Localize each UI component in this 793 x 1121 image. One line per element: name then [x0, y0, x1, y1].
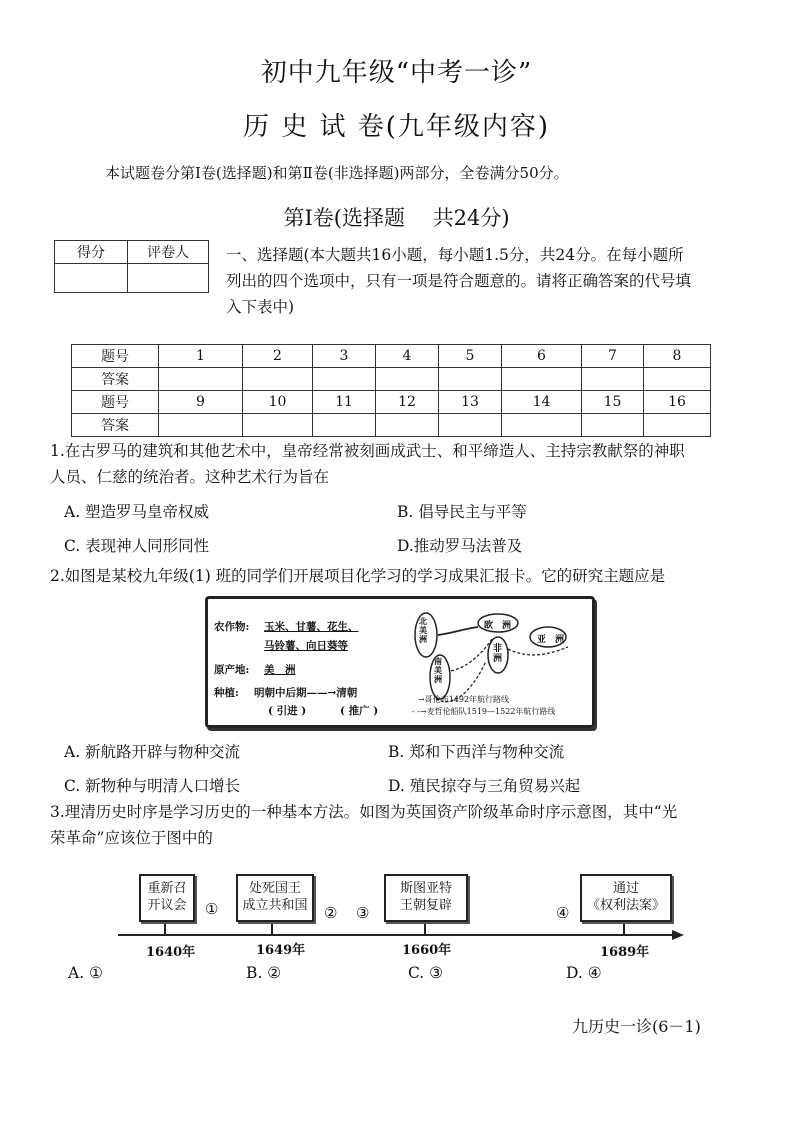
- year-label: 1640年: [146, 945, 196, 960]
- revolution-timeline: [0, 860, 793, 960]
- instructions-line: 列出的四个选项中，只有一项是符合题意的。请将正确答案的代号填: [226, 272, 692, 290]
- event-text: 重新召: [147, 881, 187, 896]
- columbus-route: [438, 627, 478, 635]
- event-text: 王朝复辟: [399, 898, 452, 913]
- q2-option-c[interactable]: C. 新物种与明清人口增长: [64, 777, 241, 795]
- instructions-line: 入下表中): [226, 298, 295, 316]
- crops-label: 农作物:: [214, 621, 250, 633]
- score-label: 得分: [55, 241, 128, 264]
- answer-cell[interactable]: [582, 368, 644, 391]
- q1-option-a[interactable]: A. 塑造罗马皇帝权威: [64, 503, 210, 521]
- event-box-1689: [580, 874, 672, 922]
- answer-cell[interactable]: [376, 414, 439, 437]
- section-instructions: [226, 242, 746, 320]
- answer-cell[interactable]: [644, 414, 711, 437]
- answer-cell[interactable]: [313, 368, 376, 391]
- map-label-europe: 欧 洲: [484, 621, 512, 631]
- study-report-card: [205, 596, 595, 728]
- year-label: 1649年: [256, 943, 306, 958]
- grader-cell[interactable]: [128, 264, 209, 293]
- question-number: 4: [376, 345, 439, 368]
- score-cell[interactable]: [55, 264, 128, 293]
- question-number: 1: [159, 345, 243, 368]
- origin-text: 美 洲: [264, 664, 296, 676]
- q1-option-c[interactable]: C. 表现神人同形同性: [64, 537, 210, 555]
- answer-cell[interactable]: [159, 368, 243, 391]
- q2-option-b[interactable]: B. 郑和下西洋与物种交流: [388, 743, 565, 761]
- q3-option-d[interactable]: D. ④: [566, 964, 602, 982]
- question-number: 12: [376, 391, 439, 414]
- question-text: 人员、仁慈的统治者。这种艺术行为旨在: [50, 468, 330, 486]
- question-number: 9: [159, 391, 243, 414]
- q2-option-a[interactable]: A. 新航路开辟与物种交流: [64, 743, 241, 761]
- event-box-1640: [139, 874, 195, 922]
- q1-option-d[interactable]: D.推动罗马法普及: [397, 537, 523, 555]
- question-text: 1.在古罗马的建筑和其他艺术中，皇帝经常被刻画成武士、和平缔造人、主持宗教献祭的神职: [50, 442, 685, 460]
- question-number: 14: [502, 391, 582, 414]
- marker-3: ③: [356, 904, 370, 922]
- event-text: 《权利法案》: [586, 898, 665, 913]
- answer-table: [71, 344, 711, 437]
- page-footer: 九历史一诊(6－1): [572, 1017, 701, 1036]
- question-number: 13: [439, 391, 502, 414]
- question-text: 3.理清历史时序是学习历史的一种基本方法。如图为英国资产阶级革命时序示意图，其中“光: [50, 803, 678, 821]
- answer-cell[interactable]: [502, 414, 582, 437]
- event-box-1649: [236, 874, 314, 922]
- question-number-label: 题号: [72, 345, 159, 368]
- q3-option-b[interactable]: B. ②: [246, 964, 282, 982]
- question-text: 荣革命”应该位于图中的: [50, 829, 213, 847]
- q1-option-b[interactable]: B. 倡导民主与平等: [397, 503, 527, 521]
- exam-title: 初中九年级“中考一诊”: [260, 58, 533, 88]
- plant-sub: ( 引进 ): [268, 705, 307, 717]
- question-number: 3: [313, 345, 376, 368]
- question-number-label: 题号: [72, 391, 159, 414]
- score-table: [54, 240, 209, 293]
- map-legend-columbus: →哥伦布1492年航行路线: [418, 695, 510, 704]
- answer-cell[interactable]: [502, 368, 582, 391]
- q3-option-a[interactable]: A. ①: [68, 964, 103, 982]
- question-3-stem: [50, 799, 770, 851]
- instructions-line: 一、选择题(本大题共16小题，每小题1.5分，共24分。在每小题所: [226, 246, 684, 264]
- map-legend-magellan: - ‑→麦哲伦船队1519—1522年航行路线: [412, 707, 556, 716]
- q3-option-c[interactable]: C. ③: [408, 964, 444, 982]
- grader-label: 评卷人: [128, 241, 209, 264]
- answer-cell[interactable]: [644, 368, 711, 391]
- event-text: 斯图亚特: [399, 881, 452, 896]
- marker-4: ④: [556, 904, 570, 922]
- event-text: 开议会: [147, 898, 187, 913]
- answer-label: 答案: [72, 368, 159, 391]
- event-text: 成立共和国: [242, 898, 308, 913]
- plant-label: 种植:: [214, 687, 239, 699]
- event-box-1660: [384, 874, 468, 922]
- exam-intro: 本试题卷分第Ⅰ卷(选择题)和第Ⅱ卷(非选择题)两部分，全卷满分50分。: [105, 164, 569, 182]
- map-label-south-america: 南美洲: [434, 656, 442, 684]
- question-number: 10: [243, 391, 313, 414]
- origin-label: 原产地:: [214, 664, 250, 676]
- section-title: 第Ⅰ卷(选择题 共24分): [283, 206, 510, 230]
- answer-cell[interactable]: [243, 414, 313, 437]
- answer-cell[interactable]: [439, 368, 502, 391]
- map-label-africa: 非洲: [493, 644, 503, 664]
- q2-option-d[interactable]: D. 殖民掠夺与三角贸易兴起: [388, 777, 581, 795]
- question-number: 5: [439, 345, 502, 368]
- plant-sub: ( 推广 ): [340, 705, 379, 717]
- crops-text: 马铃薯、向日葵等: [264, 640, 348, 652]
- answer-cell[interactable]: [439, 414, 502, 437]
- answer-cell[interactable]: [313, 414, 376, 437]
- question-1-stem: [50, 438, 750, 490]
- event-text: 处死国王: [248, 881, 301, 896]
- question-number: 8: [644, 345, 711, 368]
- year-label: 1689年: [600, 945, 650, 960]
- answer-cell[interactable]: [159, 414, 243, 437]
- question-number: 16: [644, 391, 711, 414]
- question-number: 6: [502, 345, 582, 368]
- question-number: 11: [313, 391, 376, 414]
- event-text: 通过: [612, 881, 639, 896]
- year-label: 1660年: [402, 943, 452, 958]
- question-2-stem: 2.如图是某校九年级(1) 班的同学们开展项目化学习的学习成果汇报卡。它的研究主题应是: [50, 567, 666, 585]
- question-number: 15: [582, 391, 644, 414]
- map-label-asia: 亚 洲: [537, 635, 565, 645]
- answer-cell[interactable]: [582, 414, 644, 437]
- answer-label: 答案: [72, 414, 159, 437]
- marker-2: ②: [324, 904, 338, 922]
- question-number: 7: [582, 345, 644, 368]
- answer-cell[interactable]: [243, 368, 313, 391]
- exam-subtitle: 历 史 试 卷(九年级内容): [242, 112, 551, 142]
- marker-1: ①: [205, 900, 219, 918]
- crops-text: 玉米、甘薯、花生、: [264, 621, 359, 633]
- map-label-north-america: 北美洲: [419, 616, 427, 644]
- answer-cell[interactable]: [376, 368, 439, 391]
- question-number: 2: [243, 345, 313, 368]
- plant-text: 明朝中后期——→清朝: [254, 687, 358, 699]
